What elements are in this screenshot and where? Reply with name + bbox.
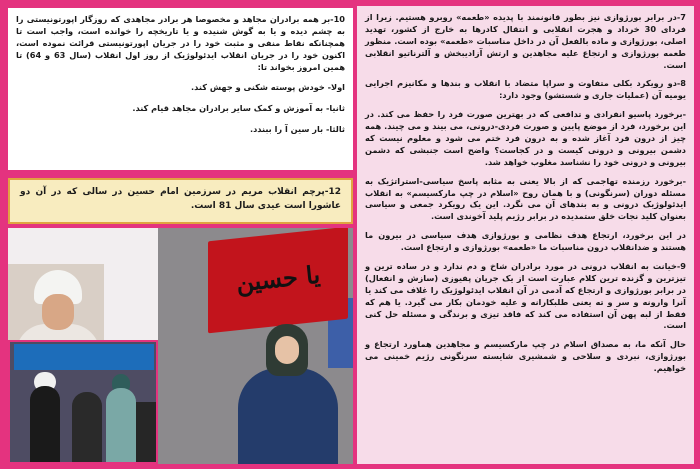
person-4 (136, 402, 156, 464)
highlight-text: 12-پرچم انقلاب مریم در سرزمین امام حسین در سالی که در آن دو عاشورا است عیدی سال 81 است. (20, 187, 341, 211)
right-text-panel (357, 6, 694, 464)
photo-collage (8, 228, 353, 464)
figure-face (275, 336, 299, 364)
figure-coat (238, 368, 338, 464)
photo-meeting (8, 340, 158, 464)
photo-flag-holder (158, 228, 353, 464)
paragraph-conclusion: حال آنکه ما، به مصداق اسلام در چپ مارکسیسم و مجاهدین هماورد ارتجاع و بورژوازی، نبردی و سلاحی و شمشیری شایسته سرنگونی رژیم خمینی می خواهیم. (365, 339, 686, 374)
paragraph-10: 10-بر همه برادران مجاهد و مخصوصا هر برادر مجاهدی که روزگار اپورتونیستی را به چشم دیده و یا به گوش شنیده و یا تاریخچه را خوانده است، واجب است تا همچنانکه نقاط منفی و مثبت خود را در جریان اپورتونیستی قرائت نموده است، اکنون خود را در جریان انقلاب ایدئولوژیک از روز اول انقلاب (سال 63 و 64) تا همین امروز بخواند تا: (16, 14, 345, 72)
paragraph-offensive: -برخورد رزمنده تهاجمی که از بالا یعنی به مثابه پاسخ سیاسی-استراتژیک به مسئله دوران (سرنگونی) و با همان روح «اسلام در چپ مارکسیسم» به انقلاب ایدئولوژیک درونی و به بندهای آن می نگرد. این یک رویکرد جمعی و سیاسی بعنوان کلید نجات خلق ستمدیده در برابر رژیم پلید آخوندی است. (365, 175, 686, 222)
top-left-text-panel (8, 8, 353, 170)
person-1 (30, 386, 60, 464)
portrait-face (42, 294, 74, 330)
paragraph-approach: در این برخورد، ارتجاع هدف نظامی و بورژوازی هدف سیاسی در بیرون ما هستند و ضدانقلاب درون مناسبات ما «طعمه» بورژوازی و ارتجاع است. (365, 230, 686, 253)
paragraph-7: 7-در برابر بورژوازی نیز بطور قانونمند با پدیده «طعمه» روبرو هستیم. زیرا از فردای 30 خرداد و هجرت انقلابی و انتقال کادرها به خارج از کشور، تهدید اصلی، بورژوازی و ماده بالفعل آن در داخل مناسبات «طعمه» بوده است. منظور طعمه بورژوازی و ارتجاع علیه مجاهدین و ارتش آزادیبخش و آلترناتیو انقلابی است. (365, 12, 686, 70)
paragraph-9: 9-خیانت به انقلاب درونی در مورد برادران شاخ و دم ندارد و در ساده ترین و تیزترین و گزنده ترین کلام عبارت است از یک جریان پفیوزی (سازش و انفعال) در برابر بورژوازی و ارتجاع که آدمی در آن انقلاب ایدئولوژیک را غلاف می کند یا آنرا وارونه و سر و ته یعنی طلبکارانه و علیه خودمان بکار می گیرد. یا هم که فقط از لبه پهن آن استفاده می کند که فاقد تیزی و برندگی و مسئله حل کنی است. (365, 261, 686, 331)
point-second: ثانیا- به آموزش و کمک سایر برادران مجاهد قیام کند. (132, 103, 345, 114)
flag-inscription: یا حسین (234, 259, 322, 298)
point-third: ثالثا- بار سین آ را ببندد. (249, 124, 345, 135)
paragraph-passive: -برخورد پاسیو انفرادی و تدافعی که در بهترین صورت فرد را حفظ می کند. در این برخورد، فرد از موضع پایین و صورت فردی-درونی، می بیند و می چیند. همه چیز از درون فرد آغاز شده و به درون فرد ختم می شود و معلوم نیست که دشمن بیرونی و درونی کیست و در کجاست؟ واضح است جنبشی که دشمن بیرونی و درونی خود را نشناسد مغلوب خواهد شد. (365, 109, 686, 167)
meeting-banner (14, 344, 154, 370)
paragraph-8: 8-دو رویکرد بکلی متفاوت و سراپا متضاد با انقلاب و بندها و مکانیزم اجرایی یومیه آن (عملیات جاری و شستشو) وجود دارد: (365, 78, 686, 101)
highlight-box-12 (8, 178, 353, 224)
person-3 (106, 388, 136, 464)
point-first: اولا- خودش پوسته شکنی و جهش کند. (191, 82, 345, 93)
person-2 (72, 392, 102, 464)
